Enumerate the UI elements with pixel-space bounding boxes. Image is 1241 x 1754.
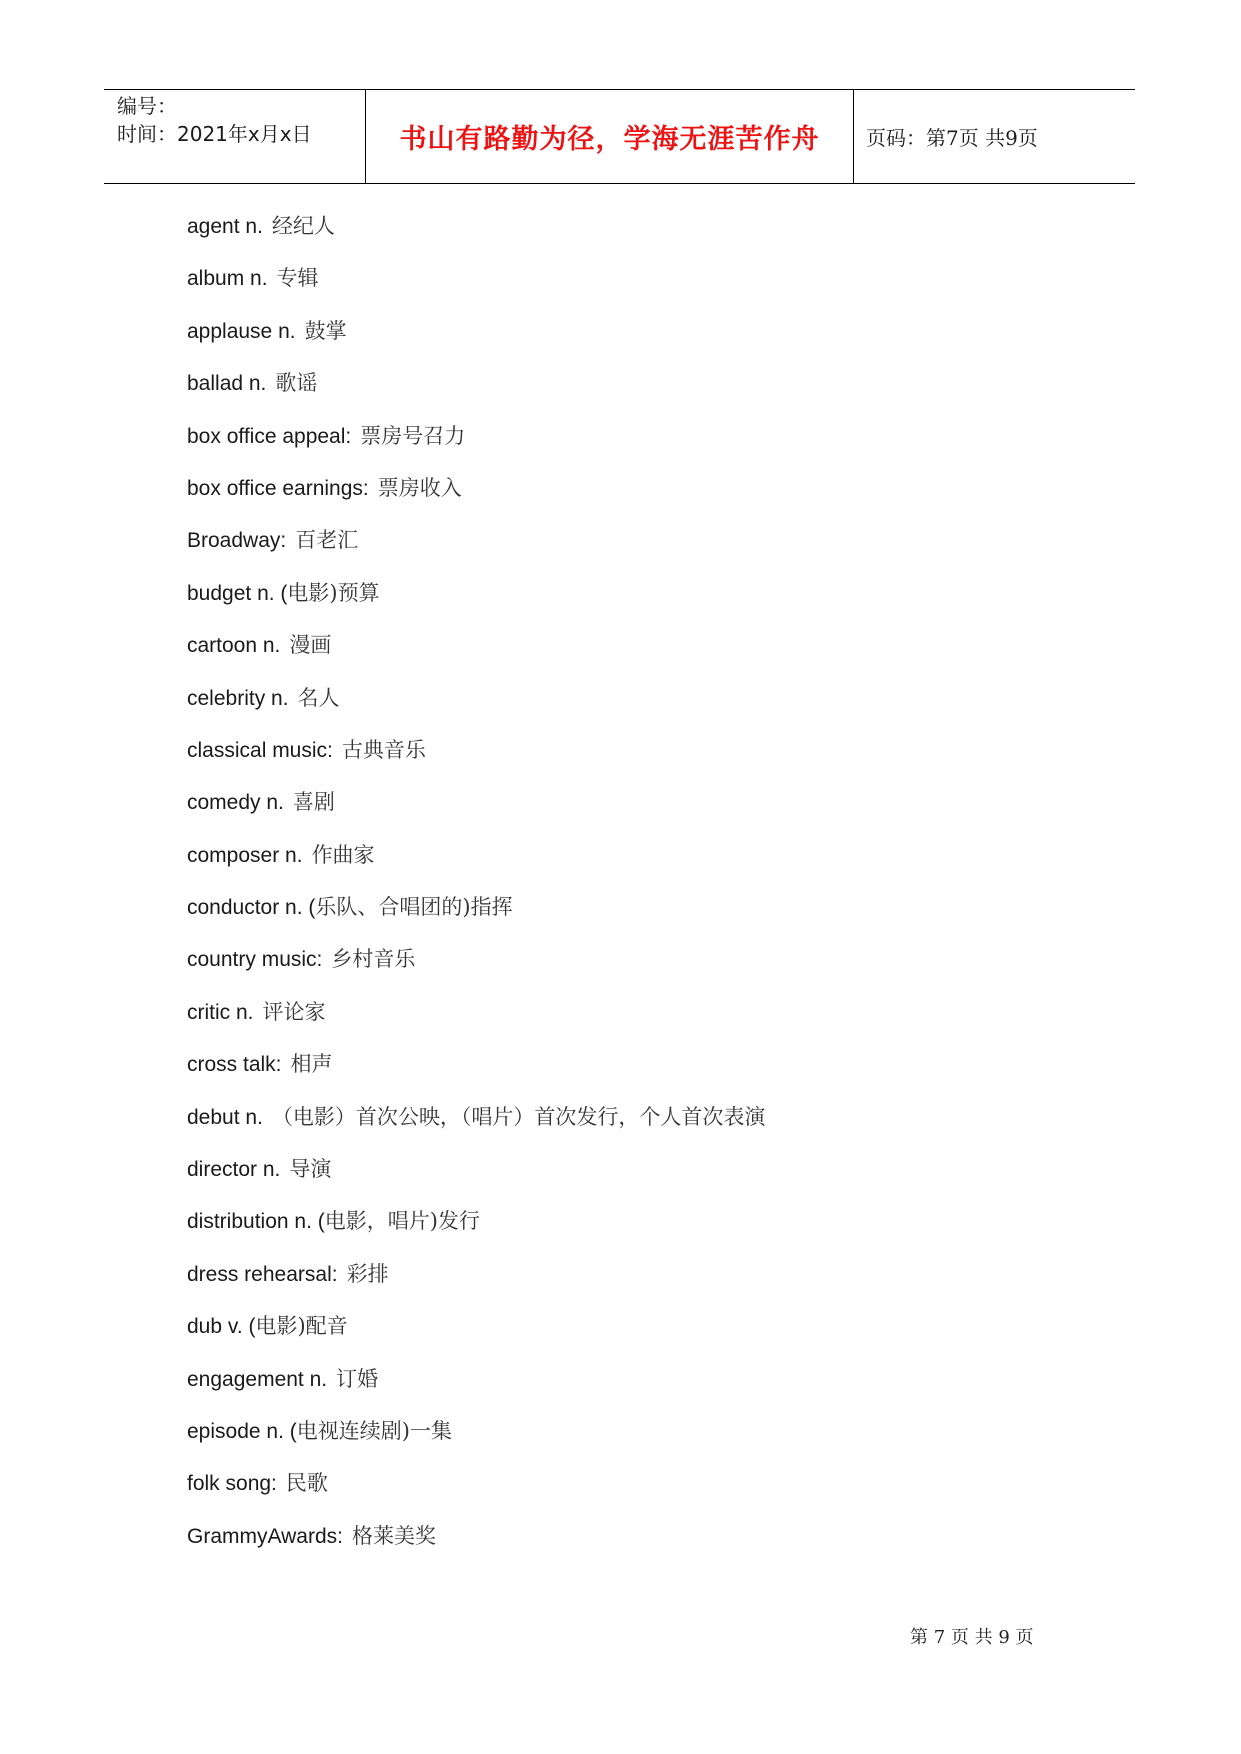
list-item [187, 570, 765, 622]
list-item [187, 832, 765, 884]
list-item [187, 936, 765, 988]
entry-term: director n. [187, 1158, 281, 1182]
page-header [104, 89, 1135, 184]
list-item [187, 1408, 765, 1460]
entry-meaning: 格莱美奖 [351, 1523, 436, 1548]
entry-term: cross talk: [187, 1053, 282, 1077]
header-page-info: 页码：第7页 共9页 [866, 126, 1038, 150]
list-item [187, 1041, 765, 1093]
entry-meaning: 喜剧 [292, 790, 335, 815]
entry-meaning: 古典音乐 [341, 737, 426, 762]
entry-meaning: 乡村音乐 [331, 947, 416, 972]
list-item [187, 360, 765, 412]
entry-meaning: 导演 [289, 1157, 332, 1182]
entry-meaning: 经纪人 [271, 214, 335, 238]
entry-term: conductor n. ( [187, 896, 316, 920]
entry-meaning: 民歌 [285, 1471, 328, 1496]
entry-term: critic n. [187, 1000, 254, 1024]
entry-term: box office appeal: [187, 424, 352, 448]
entry-meaning: 漫画 [289, 633, 332, 658]
entry-term: dress rehearsal: [187, 1262, 338, 1286]
entry-term: Broadway: [187, 529, 287, 553]
list-item [187, 1513, 765, 1565]
entry-meaning: 鼓掌 [304, 318, 347, 343]
entry-meaning: 作曲家 [311, 842, 375, 867]
entry-meaning: 票房收入 [377, 475, 462, 500]
list-item [187, 1356, 765, 1408]
entry-term: country music: [187, 948, 323, 972]
time-label: 时间：2021年x月x日 [117, 122, 312, 146]
entry-term: applause n. [187, 319, 296, 343]
list-item [187, 727, 765, 779]
entry-meaning: 歌谣 [275, 371, 318, 396]
entry-term: dub v. ( [187, 1315, 256, 1339]
list-item [187, 255, 765, 307]
list-item [187, 465, 765, 517]
entry-term: ballad n. [187, 372, 267, 396]
serial-label: 编号： [117, 94, 177, 118]
header-page-cell [854, 90, 1135, 183]
entry-meaning: 彩排 [346, 1261, 389, 1286]
entry-term: classical music: [187, 738, 333, 762]
list-item [187, 1460, 765, 1512]
page-footer: 第 7 页 共 9 页 [910, 1627, 1034, 1648]
list-item [187, 1094, 765, 1146]
entry-term: cartoon n. [187, 634, 281, 658]
entry-term: agent n. [187, 215, 263, 238]
entry-meaning: 订婚 [336, 1366, 379, 1391]
list-item [187, 413, 765, 465]
entry-meaning: 百老汇 [295, 528, 359, 553]
entry-term: celebrity n. [187, 686, 289, 710]
entry-term: folk song: [187, 1472, 277, 1496]
entry-term: distribution n. ( [187, 1210, 325, 1234]
list-item [187, 517, 765, 569]
list-item [187, 675, 765, 727]
entry-meaning: 电影)配音 [255, 1314, 348, 1339]
entry-meaning: 名人 [297, 685, 340, 710]
entry-term: album n. [187, 267, 268, 291]
entry-meaning: 电影)预算 [287, 580, 380, 605]
entry-meaning: 评论家 [262, 999, 326, 1024]
entry-term: engagement n. [187, 1367, 328, 1391]
header-motto-cell [366, 90, 854, 183]
entry-meaning: 乐队、合唱团的)指挥 [315, 895, 513, 920]
entry-meaning: 专辑 [276, 266, 319, 291]
entry-term: comedy n. [187, 791, 284, 815]
list-item [187, 622, 765, 674]
header-info-cell [104, 90, 366, 183]
entry-term: GrammyAwards: [187, 1524, 343, 1548]
list-item [187, 884, 765, 936]
entry-meaning: 电影，唱片)发行 [324, 1209, 480, 1234]
list-item [187, 989, 765, 1041]
entry-meaning: 票房号召力 [360, 423, 466, 448]
list-item [187, 1198, 765, 1250]
list-item [187, 203, 765, 255]
entry-meaning: 相声 [290, 1052, 333, 1077]
list-item [187, 1251, 765, 1303]
entry-term: debut n. [187, 1105, 263, 1129]
list-item [187, 1146, 765, 1198]
list-item [187, 308, 765, 360]
list-item [187, 779, 765, 831]
list-item [187, 1303, 765, 1355]
vocabulary-list [187, 203, 765, 1565]
entry-term: budget n. ( [187, 581, 288, 605]
entry-term: episode n. ( [187, 1419, 297, 1443]
entry-meaning: 电视连续剧)一集 [296, 1418, 452, 1443]
entry-term: composer n. [187, 843, 303, 867]
motto: 书山有路勤为径，学海无涯苦作舟 [399, 124, 820, 155]
entry-term: box office earnings: [187, 476, 369, 500]
entry-meaning: （电影）首次公映，（唱片）首次发行，个人首次表演 [271, 1104, 766, 1129]
